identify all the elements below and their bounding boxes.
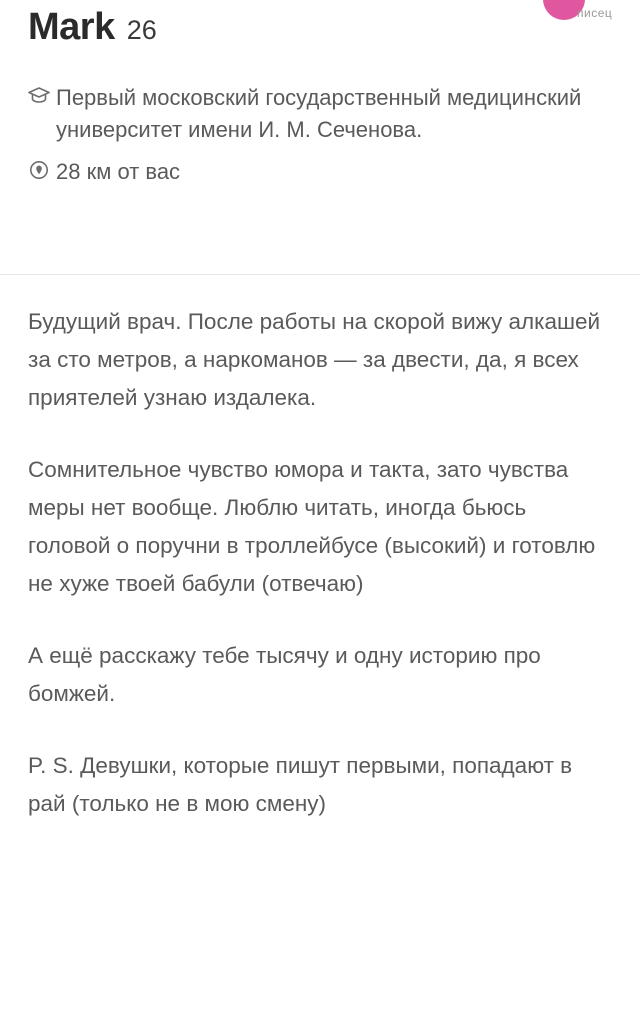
bio-paragraph: Будущий врач. После работы на скорой вижу алкашей за сто метров, а наркоманов — за двести, да, я всех приятелей узнаю издалека.: [28, 309, 601, 410]
profile-name-row: [28, 8, 157, 46]
bio-paragraph: Сомнительное чувство юмора и такта, зато чувства меры нет вообще. Люблю читать, иногда бьюсь головой о поручни в троллейбусе (высокий) и готовлю не хуже твоей бабули (отвечаю): [28, 457, 596, 596]
distance-row: [28, 156, 608, 188]
profile-info-block: [28, 82, 608, 198]
graduation-cap-icon: [28, 82, 56, 107]
distance-text: 28 км от вас: [56, 159, 181, 184]
badge-label: писец: [577, 6, 613, 20]
bio-paragraph: P. S. Девушки, которые пишут первыми, попадают в рай (только не в мою смену): [28, 753, 573, 816]
education-text: Первый московский государственный медицинский университет имени И. М. Сеченова.: [56, 85, 582, 142]
bio-paragraph: А ещё расскажу тебе тысячу и одну историю про бомжей.: [28, 643, 541, 706]
profile-age: 26: [126, 15, 157, 45]
section-divider: [0, 274, 640, 275]
profile-name: Mark: [28, 6, 115, 48]
profile-bio: [28, 303, 612, 823]
education-row: [28, 82, 608, 146]
location-pin-icon: [28, 156, 56, 181]
